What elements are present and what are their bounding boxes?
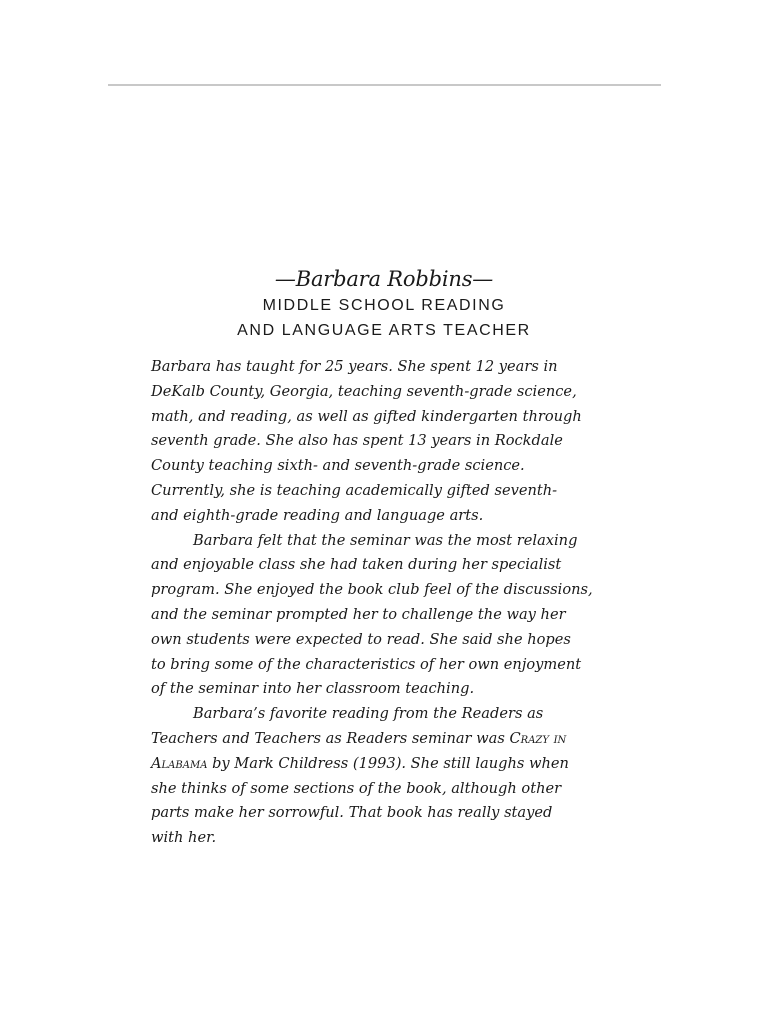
body-line: [151, 752, 619, 777]
body-line: math, and reading, as well as gifted kindergarten through: [151, 407, 582, 425]
body-line: DeKalb County, Georgia, teaching seventh-grade science,: [151, 382, 577, 400]
body-line: parts make her sorrowful. That book has really stayed: [151, 804, 553, 822]
profile-role-line-1: MIDDLE SCHOOL READING: [262, 297, 506, 314]
body-line: of the seminar into her classroom teaching.: [151, 680, 475, 698]
profile-header: [0, 265, 768, 343]
paragraph-3-start: Barbara’s favorite reading from the Readers as: [193, 705, 544, 723]
body-line: Barbara has taught for 25 years. She spent 12 years in: [151, 358, 558, 375]
body-line: seventh grade. She also has spent 13 years in Rockdale: [151, 432, 563, 450]
paragraph-2-start: Barbara felt that the seminar was the most relaxing: [193, 531, 578, 549]
body-line: own students were expected to read. She said she hopes: [151, 630, 571, 648]
body-line: program. She enjoyed the book club feel of the discussions,: [151, 581, 593, 599]
profile-name: —Barbara Robbins—: [274, 267, 494, 291]
profile-role-line-2: AND LANGUAGE ARTS TEACHER: [237, 322, 531, 339]
body-line: [151, 727, 619, 752]
body-line: with her.: [151, 829, 217, 847]
top-rule: [108, 84, 661, 86]
body-line-text: Teachers and Teachers as Readers seminar was: [151, 729, 510, 747]
body-line: and enjoyable class she had taken during her specialist: [151, 556, 562, 574]
book-title-part-1: Crazy in: [509, 729, 567, 747]
profile-body: [151, 355, 619, 851]
body-line: she thinks of some sections of the book, although other: [151, 779, 562, 797]
book-title-part-2: Alabama: [151, 754, 208, 772]
body-line: County teaching sixth- and seventh-grade science.: [151, 457, 525, 475]
body-line: Currently, she is teaching academically gifted seventh-: [151, 481, 558, 499]
body-line-text: by Mark Childress (1993). She still laughs when: [207, 754, 569, 772]
body-line: and the seminar prompted her to challenge the way her: [151, 605, 566, 623]
body-line: to bring some of the characteristics of her own enjoyment: [151, 655, 582, 673]
body-line: and eighth-grade reading and language arts.: [151, 506, 484, 524]
